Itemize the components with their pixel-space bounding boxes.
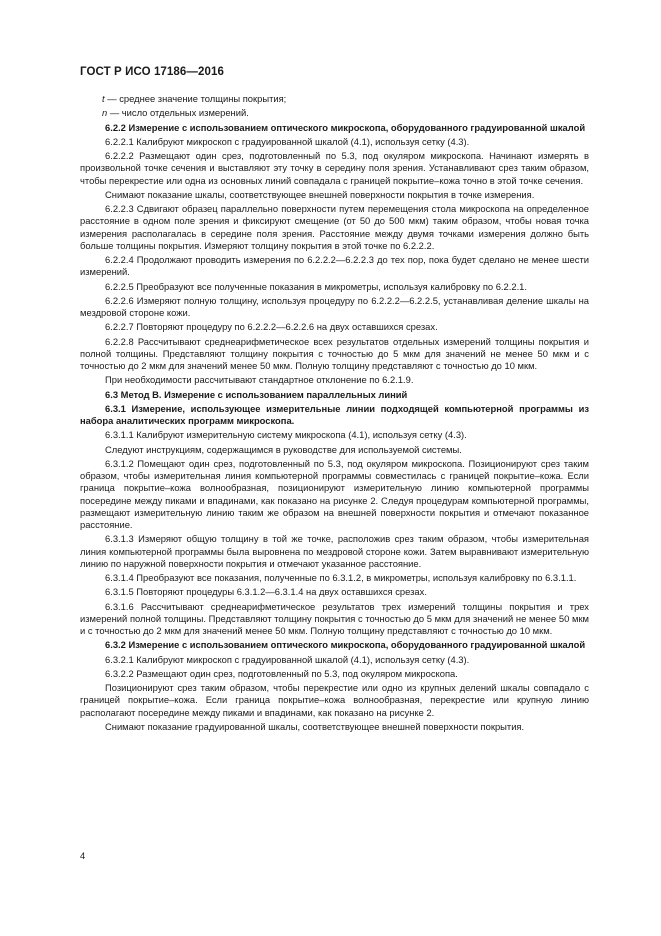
body-paragraph: 6.2.2.2 Размещают один срез, подготовленный по 5.3, под окуляром микроскопа. Начинают измерять в произвольной точке сечения и выставляют эту точку в середину поля зрения. Устанавливают срез таким образом, чтобы перекрестие или одна из основных линий совпадала с границей покрытие–кожа точно в этой точке сечения.: [80, 150, 589, 186]
body-paragraph: 6.3.2.2 Размещают один срез, подготовленный по 5.3, под окуляром микроскопа.: [105, 667, 458, 679]
body-paragraph: 6.2.2.8 Рассчитывают среднеарифметическое всех результатов отдельных измерений толщины покрытия и полной толщины. Представляют толщину покрытия с точностью до 5 мкм для значений не менее 50 мкм и с точностью до 2 мкм для значений менее 50 мкм. Полную толщину представляют с точностью до 10 мкм.: [80, 335, 589, 372]
definition-text: — число отдельных измерений.: [107, 107, 249, 119]
definition-list: [80, 93, 589, 120]
page-number: 4: [80, 850, 86, 861]
body-paragraph: 6.2.2.7 Повторяют процедуру по 6.2.2.2—6.2.2.6 на двух оставшихся срезах.: [105, 321, 438, 333]
section-heading: 6.3.1 Измерение, использующее измерительные линии подходящей компьютерной программы из набора аналитических программ микроскопа.: [80, 402, 589, 427]
definition-symbol: t: [102, 93, 105, 104]
document-header: ГОСТ Р ИСО 17186—2016: [80, 66, 225, 78]
body-paragraph: 6.3.1.2 Помещают один срез, подготовленный по 5.3, под окуляром микроскопа. Позиционируют срез таким образом, чтобы измерительная линия компьютерной программы совместилась с границей покрытие–кожа. Если граница покрытие–кожа волнообразная, позиционируют измерительную линию компьютерной программы посередине между пиками и впадинами, как показано на рисунке 2. Следуя процедурам компьютерной программы, размещают измерительную линию таким же образом на внешней поверхности покрытия и отмечают показанное расстояние.: [80, 458, 589, 531]
section-heading: 6.2.2 Измерение с использованием оптического микроскопа, оборудованного градуированной шкалой: [105, 121, 586, 133]
definition-item: [80, 107, 589, 119]
body-paragraph: 6.2.2.3 Сдвигают образец параллельно поверхности путем перемещения стола микроскопа на определенное расстояние в одном поле зрения и фиксируют смещение (от 50 до 500 мкм) таким образом, чтобы новая точка измерения располагалась в середине поля зрения. Расстояние между двумя точками измерения должно быть больше толщины покрытия. Измеряют толщину покрытия в этой точке по 6.2.2.2.: [80, 203, 589, 251]
body-paragraph: 6.3.1.5 Повторяют процедуры 6.3.1.2—6.3.1.4 на двух оставшихся срезах.: [105, 586, 427, 598]
body-paragraph: 6.3.1.4 Преобразуют все показания, полученные по 6.3.1.2, в микрометры, используя калибровку по 6.3.1.1.: [105, 572, 577, 584]
document-body: [80, 93, 589, 735]
section-heading: 6.3 Метод В. Измерение с использованием параллельных линий: [105, 388, 408, 400]
paragraph-list: [80, 122, 589, 734]
body-paragraph: 6.2.2.1 Калибруют микроскоп с градуированной шкалой (4.1), используя сетку (4.3).: [105, 135, 470, 147]
body-paragraph: Снимают показание градуированной шкалы, соответствующее внешней поверхности покрытия.: [105, 720, 525, 732]
body-paragraph: 6.3.2.1 Калибруют микроскоп с градуированной шкалой (4.1), используя сетку (4.3).: [105, 653, 470, 665]
body-paragraph: При необходимости рассчитывают стандартное отклонение по 6.2.1.9.: [105, 374, 414, 386]
body-paragraph: 6.3.1.1 Калибруют измерительную систему микроскопа (4.1), используя сетку (4.3).: [105, 429, 467, 441]
body-paragraph: 6.2.2.5 Преобразуют все полученные показания в микрометры, используя калибровку по 6.2.2.1.: [105, 280, 527, 292]
body-paragraph: 6.2.2.4 Продолжают проводить измерения по 6.2.2.2—6.2.2.3 до тех пор, пока будет сделано не менее шести измерений.: [80, 254, 589, 278]
definition-item: [80, 93, 589, 105]
definition-text: — среднее значение толщины покрытия;: [104, 93, 287, 104]
definition-symbol: n: [102, 107, 108, 119]
body-paragraph: 6.2.2.6 Измеряют полную толщину, используя процедуру по 6.2.2.2—6.2.2.5, устанавливая деление шкалы на мездровой стороне кожи.: [80, 294, 589, 319]
body-paragraph: Следуют инструкциям, содержащимся в руководстве для используемой системы.: [105, 443, 462, 455]
body-paragraph: 6.3.1.6 Рассчитывают среднеарифметическое результатов трех измерений толщины покрытия и трех измерений полной толщины. Представляют толщину покрытия с точностью до 5 мкм для значений не менее 50 мкм и с точностью до 2 мкм для значений менее 50 мкм. Полную толщину представляют с точностью до 10 мкм.: [80, 600, 589, 637]
body-paragraph: Снимают показание шкалы, соответствующее внешней поверхности покрытия в точке измерения.: [105, 188, 535, 200]
body-paragraph: Позиционируют срез таким образом, чтобы перекрестие или одно из крупных делений шкалы совпадало с границей покрытие–кожа. Если граница покрытие–кожа волнообразная, перекрестие или крупную линию располагают посередине между пиками и впадинами, как показано на рисунке 2.: [80, 682, 589, 718]
section-heading: 6.3.2 Измерение с использованием оптического микроскопа, оборудованного градуированной шкалой: [105, 639, 586, 651]
body-paragraph: 6.3.1.3 Измеряют общую толщину в той же точке, расположив срез таким образом, чтобы измерительная линия компьютерной программы была выровнена по мездровой стороне кожи. Затем выравнивают измерительную линию по наружной поверхности покрытия и отмечают указанное расстояние.: [80, 533, 589, 569]
